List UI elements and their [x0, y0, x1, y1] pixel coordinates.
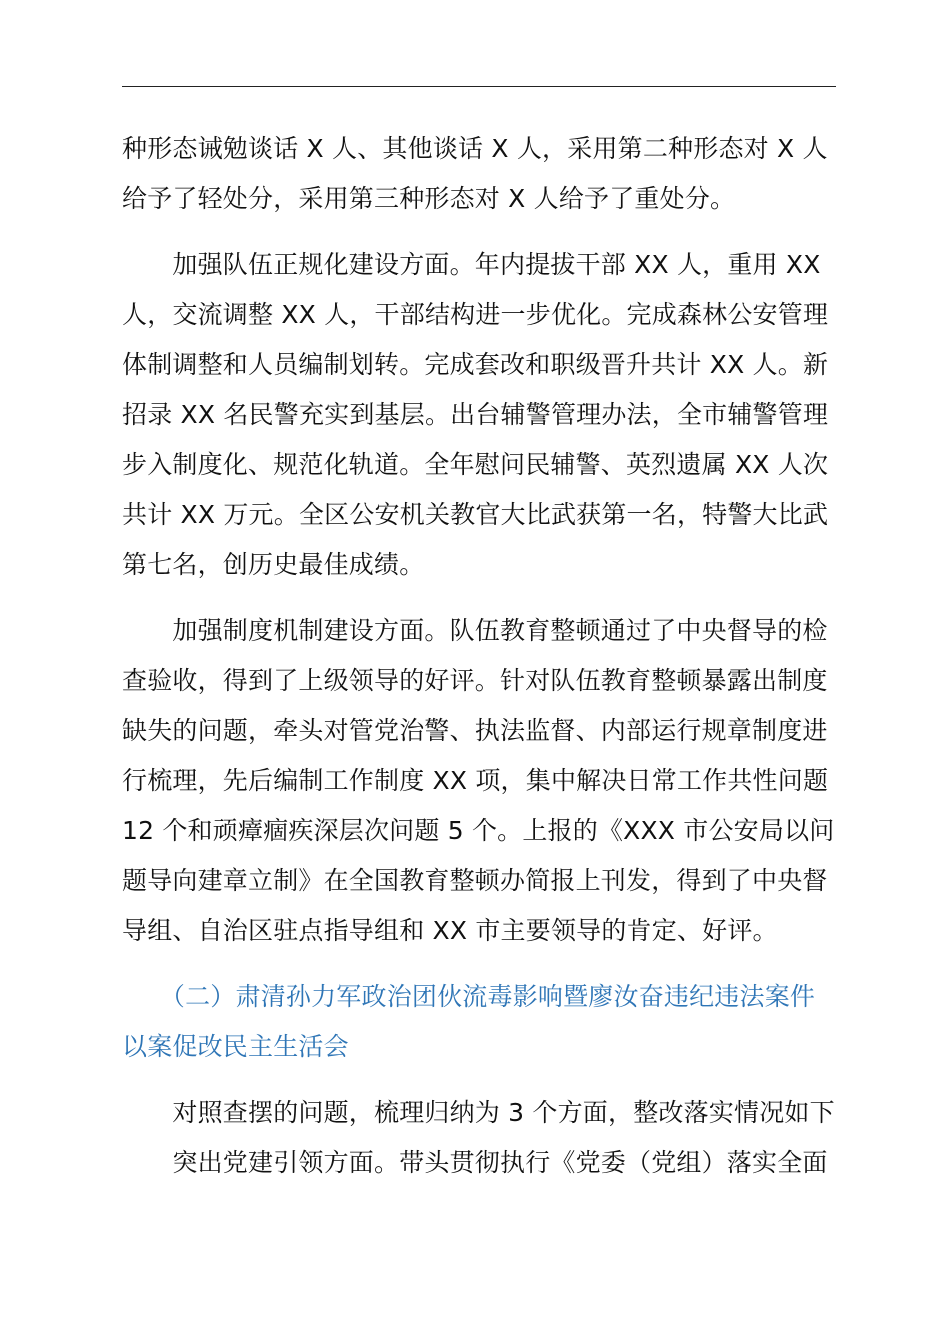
document-body	[122, 124, 836, 1188]
header-rule	[122, 86, 836, 87]
paragraph-team-standardization: 加强队伍正规化建设方面。年内提拔干部 XX 人，重用 XX 人，交流调整 XX 人，干部结构进一步优化。完成森林公安管理 体制调整和人员编制划转。完成套改和职级晋升共计 XX 人。新 招录 XX 名民警充实到基层。出台辅警管理办法，全市辅警管理 步入制度化、规范化轨道。全年慰问民辅警、英烈遗属 XX 人次 共计 XX 万元。全区公安机关教官大比武获第一名，特警大比武 第七名，创历史最佳成绩。	[122, 250, 829, 579]
section-heading-2: （二）肃清孙力军政治团伙流毒影响暨廖汝奋违纪违法案件 以案促改民主生活会	[122, 982, 816, 1061]
paragraph-party-building: 突出党建引领方面。带头贯彻执行《党委（党组）落实全面	[122, 1148, 828, 1177]
paragraph-institution-building: 加强制度机制建设方面。队伍教育整顿通过了中央督导的检 查验收，得到了上级领导的好评。针对队伍教育整顿暴露出制度 缺失的问题，牵头对管党治警、执法监督、内部运行规章制度进 行梳理，先后编制工作制度 XX 项，集中解决日常工作共性问题 12 个和顽瘴痼疾深层次问题 5 个。上报的《XXX 市公安局以问 题导向建章立制》在全国教育整顿办简报上刊发，得到了中央督 导组、自治区驻点指导组和 XX 市主要领导的肯定、好评。	[122, 616, 835, 945]
paragraph-rectification-intro: 对照查摆的问题，梳理归纳为 3 个方面，整改落实情况如下	[122, 1098, 835, 1127]
paragraph-discipline-forms: 种形态诫勉谈话 X 人、其他谈话 X 人，采用第二种形态对 X 人 给予了轻处分，采用第三种形态对 X 人给予了重处分。	[122, 134, 828, 213]
